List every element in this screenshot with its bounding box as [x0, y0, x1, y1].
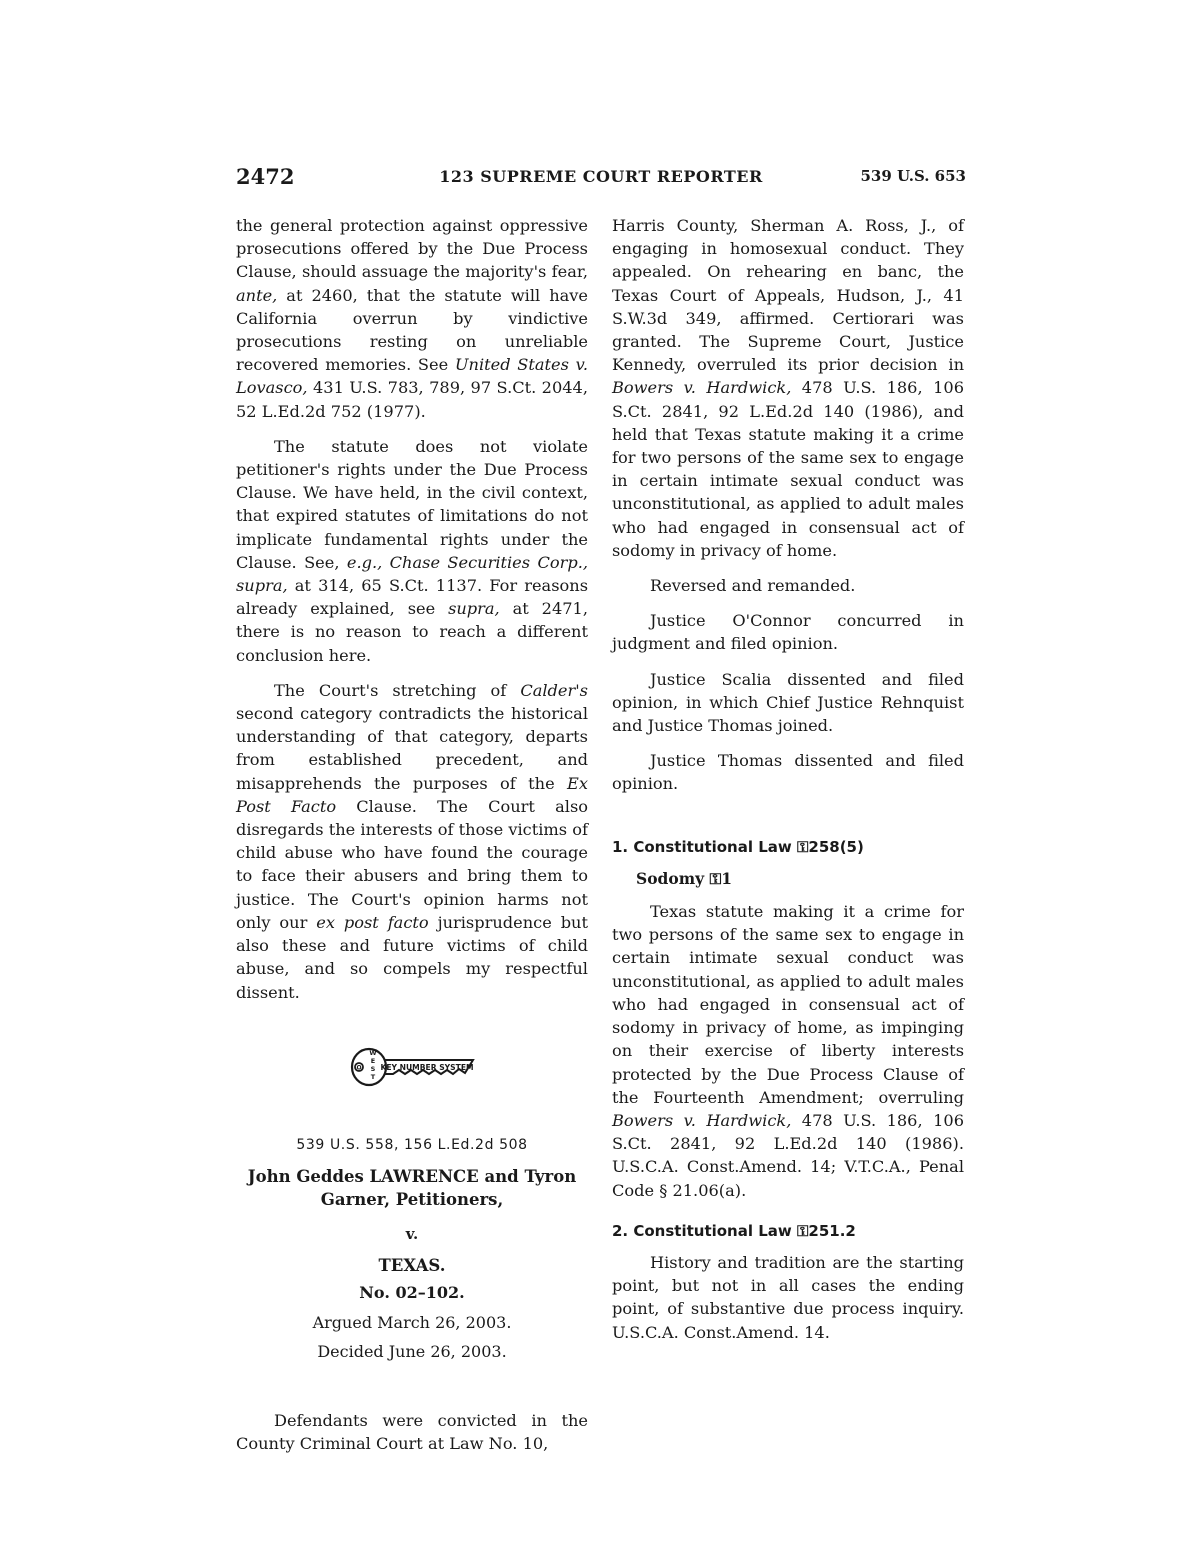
- right-column: [612, 214, 964, 1356]
- page-header: [236, 164, 966, 192]
- key-letter-w: W: [369, 1048, 377, 1057]
- dissent-paragraph-2: The statute does not violate petitioner's rights under the Due Process Clause. We have held, in the civil context, that expired statutes of limitations do not implicate fundamental rights under the Clause. See, e.g., Chase Securities Corp., supra, at 314, 65 S.Ct. 1137. For reasons already explained, see supra, at 2471, there is no reason to reach a different conclusion here.: [236, 436, 589, 665]
- dissent-note-1: Justice Scalia dissented and filed opinion, in which Chief Justice Rehnquist and Justice Thomas joined.: [612, 669, 964, 736]
- key-letter-e: E: [370, 1056, 376, 1065]
- docket-number: No. 02–102.: [359, 1283, 465, 1303]
- key-letter-o: O: [356, 1064, 362, 1072]
- left-column: [236, 214, 588, 1467]
- key-logo-text: KEY NUMBER SYSTEM: [380, 1062, 474, 1072]
- decided-date: Decided June 26, 2003.: [317, 1341, 507, 1361]
- headnote-2-heading: 2. Constitutional Law ⚿251.2: [612, 1221, 856, 1240]
- header-citation: 539 U.S. 653: [860, 167, 966, 185]
- dissent-note-2: Justice Thomas dissented and filed opinion.: [612, 751, 964, 794]
- syllabus-start: Defendants were convicted in the County Criminal Court at Law No. 10,: [236, 1410, 588, 1454]
- headnote-2-text: History and tradition are the starting point, but not in all cases the ending point, of substantive due process inquiry. U.S.C.A. Const.Amend. 14.: [612, 1252, 964, 1342]
- concurrence-note: Justice O'Connor concurred in judgment and filed opinion.: [612, 611, 964, 654]
- respondent: TEXAS.: [378, 1256, 446, 1276]
- dissent-paragraph-3: The Court's stretching of Calder's second category contradicts the historical understanding of that category, departs from established precedent, and misapprehends the purposes of the Ex Post Facto Clause. The Court also disregards the interests of those victims of child abuse who have found the courage to face their abusers and bring them to justice. The Court's opinion harms not only our ex post facto jurisprudence but also these and future victims of child abuse, and so compels my respectful dissent.: [236, 680, 588, 1002]
- syllabus-continued: Harris County, Sherman A. Ross, J., of engaging in homosexual conduct. They appealed. On rehearing en banc, the Texas Court of Appeals, Hudson, J., 41 S.W.3d 349, affirmed. Certiorari was granted. The Supreme Court, Justice Kennedy, overruled its prior decision in Bowers v. Hardwick, 478 U.S. 186, 106 S.Ct. 2841, 92 L.Ed.2d 140 (1986), and held that Texas statute making it a crime for two persons of the same sex to engage in certain intimate sexual conduct was unconstitutional, as applied to adult males who had engaged in consensual act of sodomy in privacy of home.: [612, 216, 964, 560]
- headnote-1-subheading: Sodomy ⚿1: [636, 868, 733, 888]
- versus: v.: [405, 1224, 419, 1243]
- disposition: Reversed and remanded.: [650, 576, 856, 596]
- dissent-paragraph-1: the general protection against oppressive prosecutions offered by the Due Process Clause, should assuage the majority's fear, ante, at 2460, that the statute will have California overrun by vindictive prosecutions resting on unreliable recovered memories. See United States v. Lovasco, 431 U.S. 783, 789, 97 S.Ct. 2044, 52 L.Ed.2d 752 (1977).: [236, 216, 588, 421]
- reporter-title: 123 SUPREME COURT REPORTER: [439, 167, 763, 186]
- petitioners: John Geddes LAWRENCE and Tyron Garner, Petitioners,: [247, 1166, 577, 1209]
- headnote-1-heading: 1. Constitutional Law ⚿258(5): [612, 837, 864, 856]
- page-number: 2472: [236, 164, 295, 189]
- case-citation: 539 U.S. 558, 156 L.Ed.2d 508: [296, 1136, 528, 1153]
- key-letter-t: T: [370, 1072, 376, 1081]
- key-letter-s: S: [370, 1064, 376, 1073]
- argued-date: Argued March 26, 2003.: [312, 1312, 512, 1332]
- headnote-1-text: Texas statute making it a crime for two persons of the same sex to engage in certain intimate sexual conduct was unconstitutional, as applied to adult males who had engaged in consensual act of sodomy in privacy of home, as impinging on their exercise of liberty interests protected by the Due Process Clause of the Fourteenth Amendment; overruling Bowers v. Hardwick, 478 U.S. 186, 106 S.Ct. 2841, 92 L.Ed.2d 140 (1986). U.S.C.A. Const.Amend. 14; V.T.C.A., Penal Code § 21.06(a).: [612, 902, 964, 1200]
- key-number-system-icon: [347, 1042, 477, 1092]
